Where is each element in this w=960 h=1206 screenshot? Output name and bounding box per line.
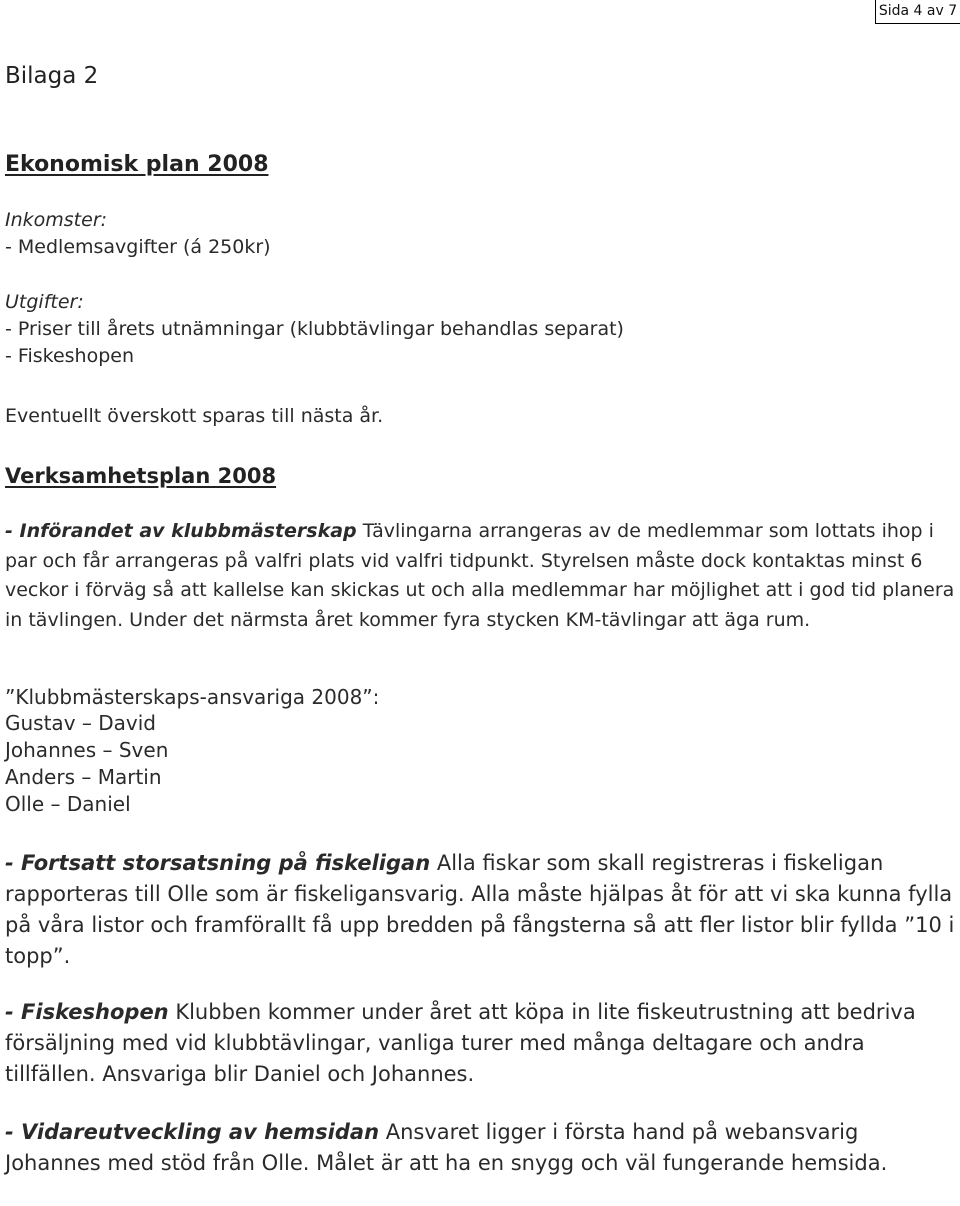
website-paragraph [5, 1117, 955, 1179]
fishing-league-paragraph [5, 848, 955, 972]
fishing-shop-paragraph [5, 997, 955, 1090]
fishing-shop-lead: - Fiskeshopen [5, 1000, 169, 1024]
responsible-pair: Johannes – Sven [5, 738, 169, 762]
income-label: Inkomster: [5, 209, 108, 231]
income-item: - Medlemsavgifter (á 250kr) [5, 236, 271, 258]
club-championship-lead: - Införandet av klubbmästerskap [5, 520, 357, 542]
page-number: Sida 4 av 7 [875, 0, 960, 24]
responsible-title: ”Klubbmästerskaps-ansvariga 2008”: [5, 685, 380, 709]
fishing-shop-text: Klubben kommer under året att köpa in lite fiskeutrustning att bedriva försäljning med vid klubbtävlingar, vanliga turer med många deltagare och andra tillfällen. Ansvariga blir Daniel och Johannes. [5, 1000, 916, 1086]
responsible-pair: Olle – Daniel [5, 792, 131, 816]
fishing-league-lead: - Fortsatt storsatsning på fiskeligan [5, 851, 431, 875]
club-championship-text: Tävlingarna arrangeras av de medlemmar som lottats ihop i par och får arrangeras på valfri plats vid valfri tidpunkt. Styrelsen måste dock kontaktas minst 6 veckor i förväg så att kallelse kan skickas ut och alla medlemmar har möjlighet att i god tid planera in tävlingen. Under det närmsta året kommer fyra stycken KM-tävlingar att äga rum. [5, 520, 955, 631]
economic-plan-heading: Ekonomisk plan 2008 [5, 152, 269, 177]
fishing-league-text: Alla fiskar som skall registreras i fiskeligan rapporteras till Olle som är fiskeligansvarig. Alla måste hjälpas åt för att vi ska kunna fylla på våra listor och framförallt få upp bredden på fångsterna så att fler listor blir fyllda ”10 i topp”. [5, 851, 955, 968]
expense-item: - Fiskeshopen [5, 345, 134, 367]
surplus-note: Eventuellt överskott sparas till nästa år. [5, 405, 384, 427]
website-text: Ansvaret ligger i första hand på webansvarig Johannes med stöd från Olle. Målet är att ha en snygg och väl fungerande hemsida. [5, 1120, 888, 1175]
expense-item: - Priser till årets utnämningar (klubbtävlingar behandlas separat) [5, 318, 624, 340]
website-lead: - Vidareutveckling av hemsidan [5, 1120, 380, 1144]
responsible-pair: Gustav – David [5, 711, 156, 735]
appendix-title: Bilaga 2 [5, 63, 99, 89]
club-championship-paragraph [5, 517, 955, 635]
responsible-pair: Anders – Martin [5, 765, 162, 789]
operational-plan-heading: Verksamhetsplan 2008 [5, 464, 277, 488]
expenses-label: Utgifter: [5, 291, 84, 313]
